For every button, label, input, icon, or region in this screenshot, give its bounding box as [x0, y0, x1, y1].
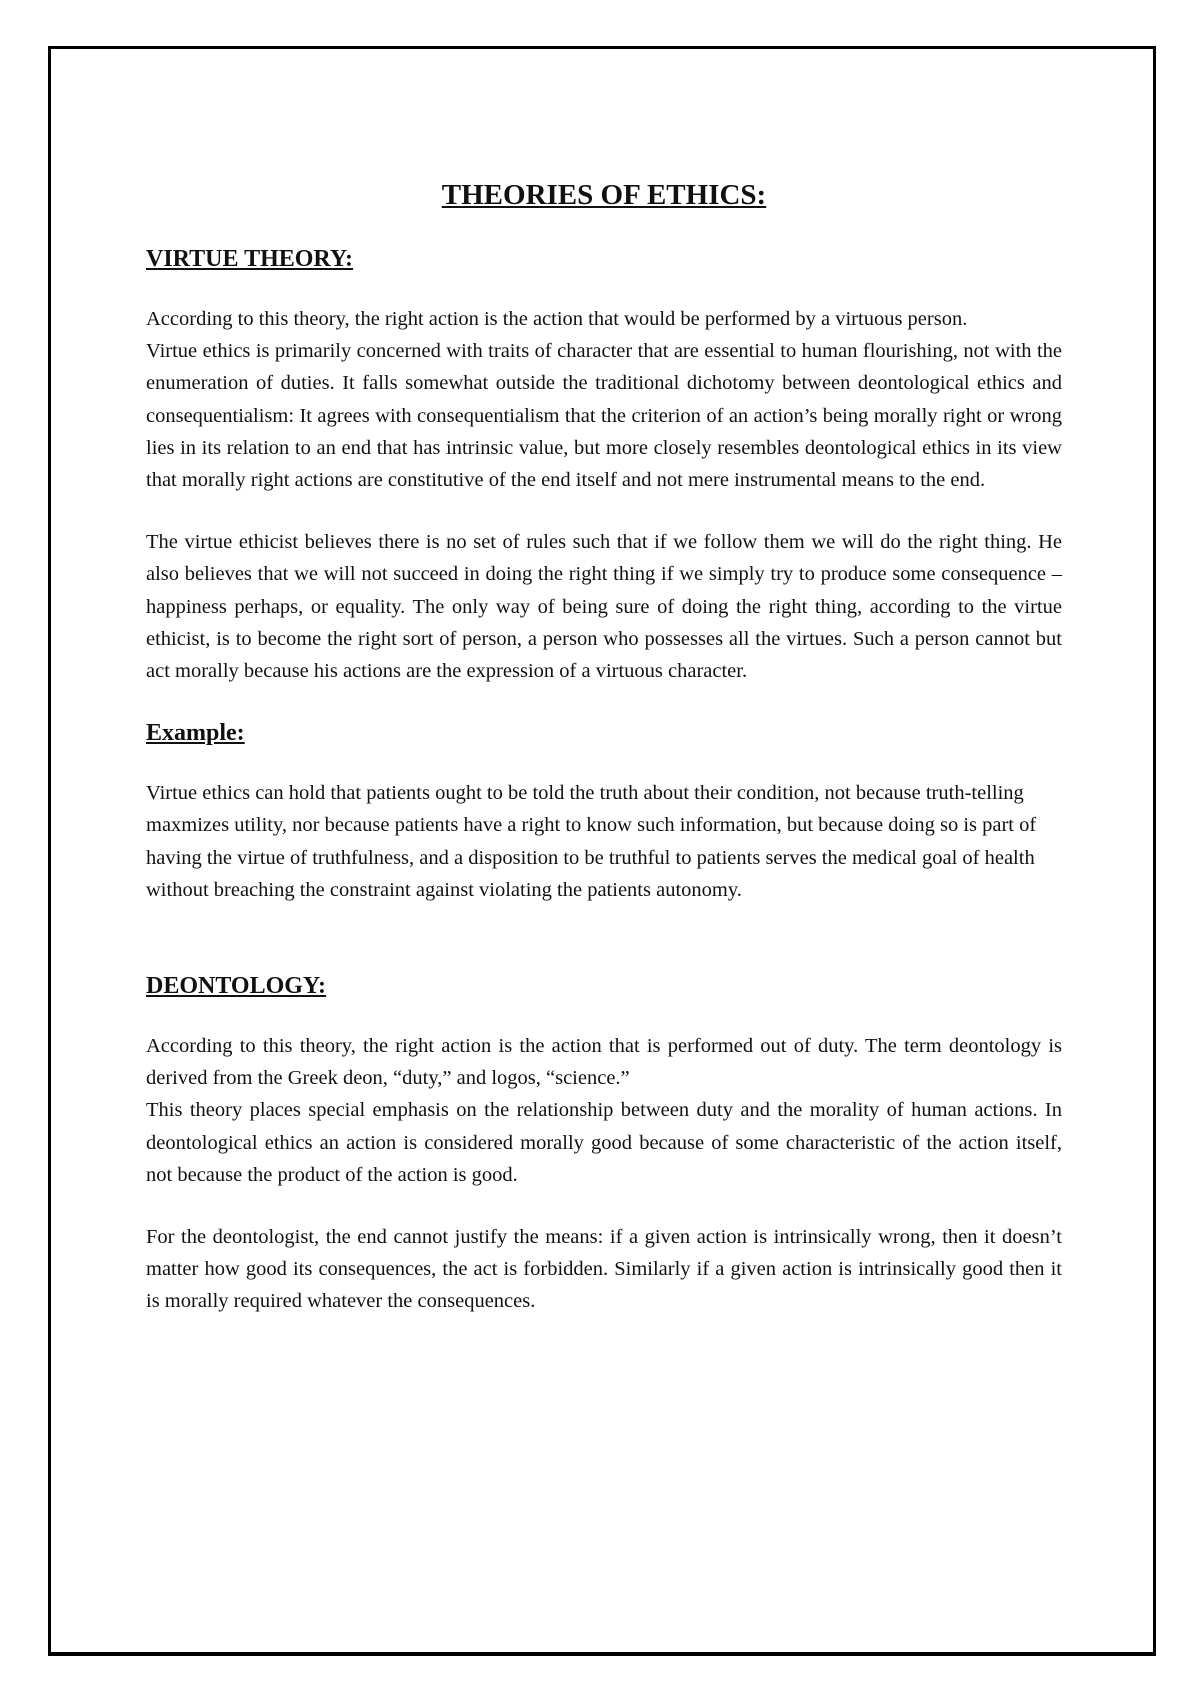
deontology-paragraph-3: For the deontologist, the end cannot justify the means: if a given action is intrinsically wrong, then it doesn’t matter how good its consequences, the act is forbidden. Similarly if a given action is intrinsically good then it is morally required whatever the consequences. — [146, 1226, 1062, 1313]
deontology-section — [146, 970, 1062, 1318]
deontology-paragraph-2: This theory places special emphasis on the relationship between duty and the morality of human actions. In deontological ethics an action is considered morally good because of some characteristic of the action itself, not because the product of the action is good. — [146, 1099, 1062, 1186]
example-heading: Example: — [146, 720, 245, 747]
virtue-paragraph-3: The virtue ethicist believes there is no set of rules such that if we follow them we will do the right thing. He also believes that we will not succeed in doing the right thing if we simply try to produce some consequence – happiness perhaps, or equality. The only way of being sure of doing the right thing, according to the virtue ethicist, is to become the right sort of person, a person who possesses all the virtues. Such a person cannot but act morally because his actions are the expression of a virtuous character. — [146, 531, 1062, 683]
page-title: THEORIES OF ETHICS: — [441, 179, 767, 211]
virtue-theory-section — [146, 243, 1062, 687]
deontology-heading: DEONTOLOGY: — [146, 973, 327, 1000]
virtue-theory-heading: VIRTUE THEORY: — [146, 246, 354, 272]
virtue-paragraph-2: Virtue ethics is primarily concerned with traits of character that are essential to human flourishing, not with the enumeration of duties. It falls somewhat outside the traditional dichotomy between deontological ethics and consequentialism: It agrees with consequentialism that the criterion of an action’s being morally right or wrong lies in its relation to an end that has intrinsic value, but more closely resembles deontological ethics in its view that morally right actions are constitutive of the end itself and not mere instrumental means to the end. — [146, 340, 1062, 492]
example-paragraph: Virtue ethics can hold that patients ought to be told the truth about their condition, not because truth-telling maxmizes utility, nor because patients have a right to know such information, but because doing so is part of having the virtue of truthfulness, and a disposition to be truthful to patients serves the medical goal of health without breaching the constraint against violating the patients autonomy. — [146, 782, 1037, 901]
deontology-paragraph-1: According to this theory, the right action is the action that is performed out of duty. The term deontology is derived from the Greek deon, “duty,” and logos, “science.” — [146, 1035, 1062, 1090]
document-body — [146, 176, 1062, 1318]
virtue-paragraph-1: According to this theory, the right action is the action that would be performed by a virtuous person. — [146, 308, 968, 330]
example-section — [146, 717, 1062, 906]
